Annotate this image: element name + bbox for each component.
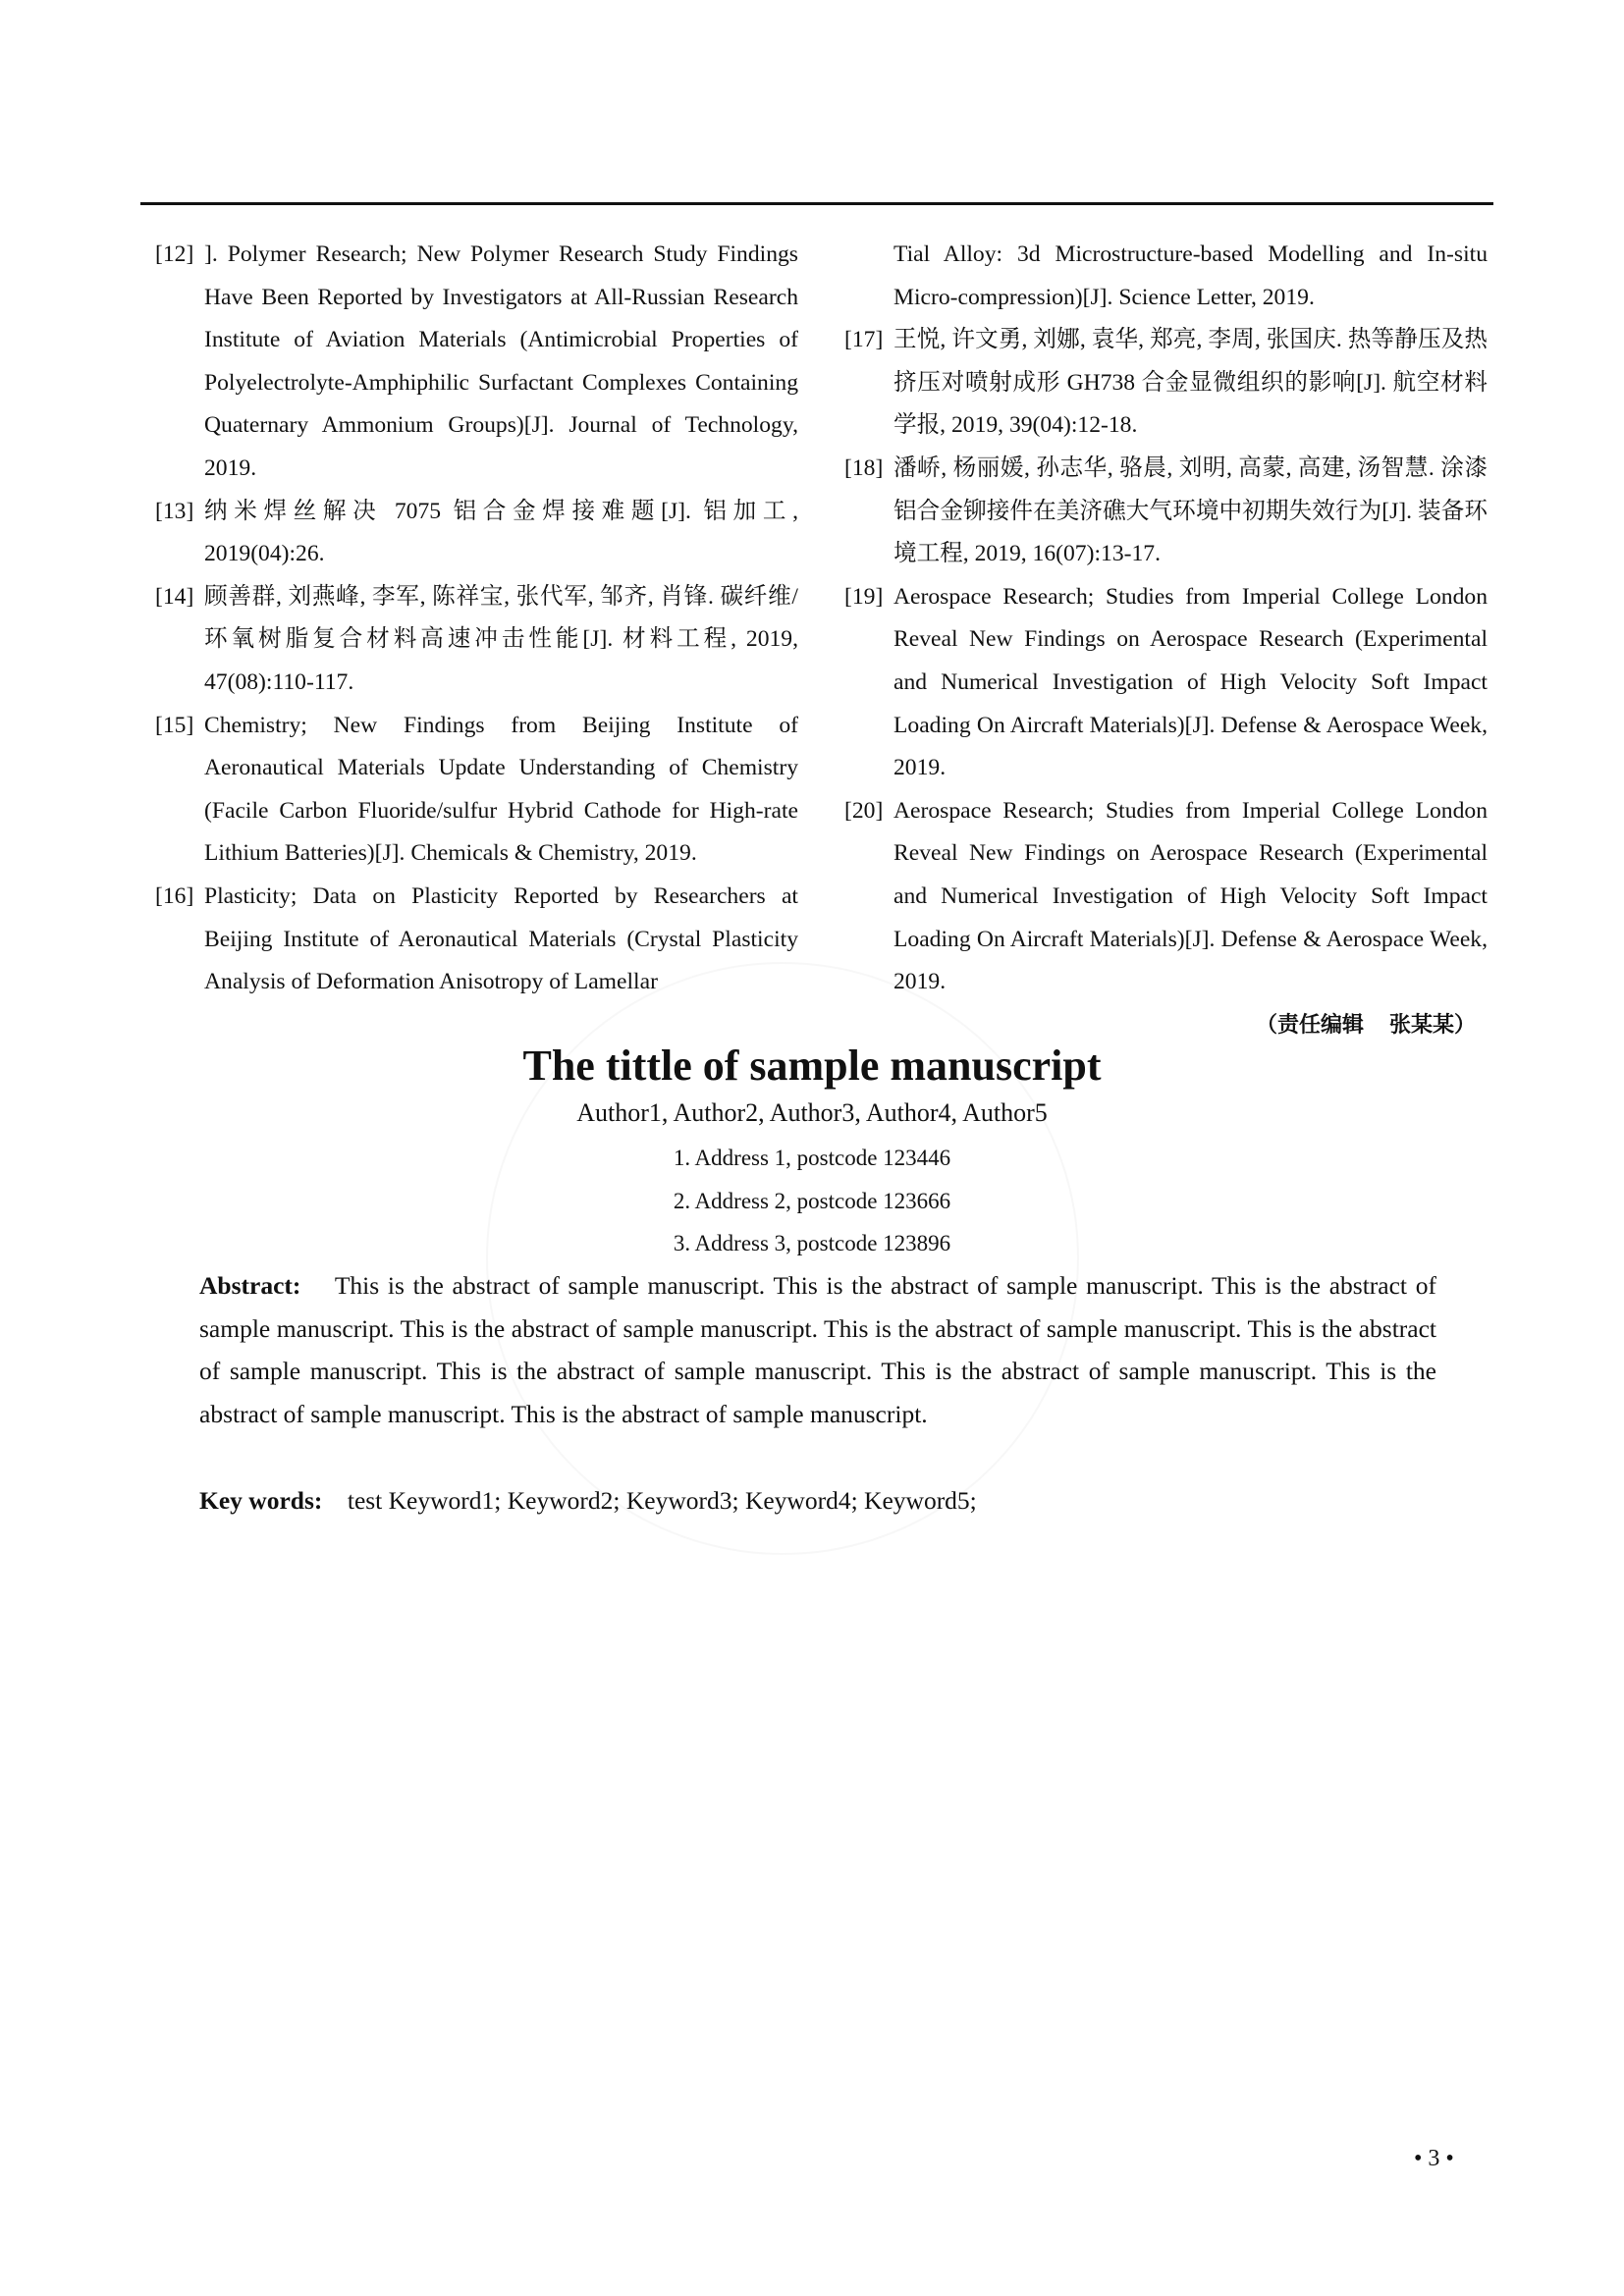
address-2: 2. Address 2, postcode 123666 bbox=[673, 1188, 951, 1213]
references-left-column bbox=[155, 234, 798, 1004]
editor-label: 责任编辑 bbox=[1276, 1012, 1364, 1038]
reference-text: Tial Alloy: 3d Microstructure-based Modelling and In-situ Micro-compression)[J]. Science Letter, 2019. bbox=[893, 241, 1488, 310]
keywords-label: Key words: bbox=[199, 1486, 323, 1515]
abstract-label: Abstract: bbox=[199, 1271, 301, 1300]
reference-12 bbox=[155, 234, 798, 491]
address-1: 1. Address 1, postcode 123446 bbox=[673, 1146, 951, 1170]
article-addresses bbox=[0, 1137, 1624, 1265]
abstract bbox=[199, 1264, 1436, 1435]
reference-text: 纳米焊丝解决 7075 铝合金焊接难题[J]. 铝加工, 2019(04):26. bbox=[204, 498, 798, 567]
reference-text: ]. Polymer Research; New Polymer Research Study Findings Have Been Reported by Investigators at All-Russian Research Institute of Aviation Materials (Antimicrobial Properties of Polyelectrolyte-Amphiphilic Surfactant Complexes Containing Quaternary Ammonium Groups)[J]. Journal of Technology, 2019. bbox=[204, 241, 798, 481]
reference-17 bbox=[844, 319, 1488, 448]
reference-18 bbox=[844, 448, 1488, 576]
reference-19 bbox=[844, 576, 1488, 790]
article-title: The tittle of sample manuscript bbox=[522, 1041, 1102, 1090]
page-number: • 3 • bbox=[1414, 2146, 1454, 2171]
reference-16 bbox=[155, 876, 798, 1004]
reference-number: [20] bbox=[844, 797, 884, 824]
reference-number: [15] bbox=[155, 712, 194, 738]
editor-name: 张某某 bbox=[1388, 1012, 1454, 1038]
header-rule bbox=[140, 202, 1493, 205]
reference-16-continuation bbox=[844, 234, 1488, 319]
reference-text: Aerospace Research; Studies from Imperial College London Reveal New Findings on Aerospace Research (Experimental and Numerical Investigation of High Velocity Soft Impact Loading On Aircraft Materials)[J]. Defense & Aerospace Week, 2019. bbox=[893, 797, 1488, 995]
reference-text: Plasticity; Data on Plasticity Reported by Researchers at Beijing Institute of Aeronautical Materials (Crystal Plasticity Analysis of Deformation Anisotropy of Lamellar bbox=[204, 882, 798, 995]
references-right-column bbox=[844, 234, 1488, 1046]
reference-number: [14] bbox=[155, 583, 194, 610]
reference-15 bbox=[155, 705, 798, 876]
keywords-text: test Keyword1; Keyword2; Keyword3; Keyword4; Keyword5; bbox=[347, 1486, 977, 1515]
address-3: 3. Address 3, postcode 123896 bbox=[673, 1231, 951, 1256]
reference-text: Aerospace Research; Studies from Imperial College London Reveal New Findings on Aerospace Research (Experimental and Numerical Investigation of High Velocity Soft Impact Loading On Aircraft Materials)[J]. Defense & Aerospace Week, 2019. bbox=[893, 583, 1488, 781]
abstract-text: This is the abstract of sample manuscript. This is the abstract of sample manuscript. This is the abstract of sample manuscript. This is the abstract of sample manuscript. This is the abstract of sample manuscript. This is the abstract of sample manuscript. This is the abstract of sample manuscript. This is the abstract of sample manuscript. This is the abstract of sample manuscript. This is the abstract of sample manuscript. bbox=[199, 1271, 1436, 1428]
reference-14 bbox=[155, 576, 798, 705]
reference-text: 潘峤, 杨丽媛, 孙志华, 骆晨, 刘明, 高蒙, 高建, 汤智慧. 涂漆铝合金铆接件在美济礁大气环境中初期失效行为[J]. 装备环境工程, 2019, 16(07):13-17. bbox=[893, 454, 1488, 567]
reference-number: [12] bbox=[155, 241, 194, 267]
reference-text: Chemistry; New Findings from Beijing Institute of Aeronautical Materials Update Understanding of Chemistry (Facile Carbon Fluoride/sulfur Hybrid Cathode for High-rate Lithium Batteries)[J]. Chemicals & Chemistry, 2019. bbox=[204, 712, 798, 867]
reference-number: [17] bbox=[844, 327, 884, 353]
reference-20 bbox=[844, 790, 1488, 1004]
editor-open-paren: （ bbox=[1255, 1012, 1277, 1038]
reference-number: [13] bbox=[155, 498, 194, 524]
reference-text: 顾善群, 刘燕峰, 李军, 陈祥宝, 张代军, 邹齐, 肖锋. 碳纤维/环氧树脂复合材料高速冲击性能[J]. 材料工程, 2019, 47(08):110-117. bbox=[204, 583, 798, 695]
keywords bbox=[199, 1479, 1436, 1522]
reference-number: [16] bbox=[155, 882, 194, 909]
article-authors: Author1, Author2, Author3, Author4, Author5 bbox=[576, 1098, 1048, 1127]
reference-number: [19] bbox=[844, 583, 884, 610]
reference-number: [18] bbox=[844, 454, 884, 481]
reference-text: 王悦, 许文勇, 刘娜, 袁华, 郑亮, 李周, 张国庆. 热等静压及热挤压对喷射成形 GH738 合金显微组织的影响[J]. 航空材料学报, 2019, 39(04):12-18. bbox=[893, 327, 1488, 439]
editor-close-paren: ） bbox=[1453, 1012, 1476, 1038]
reference-13 bbox=[155, 491, 798, 576]
